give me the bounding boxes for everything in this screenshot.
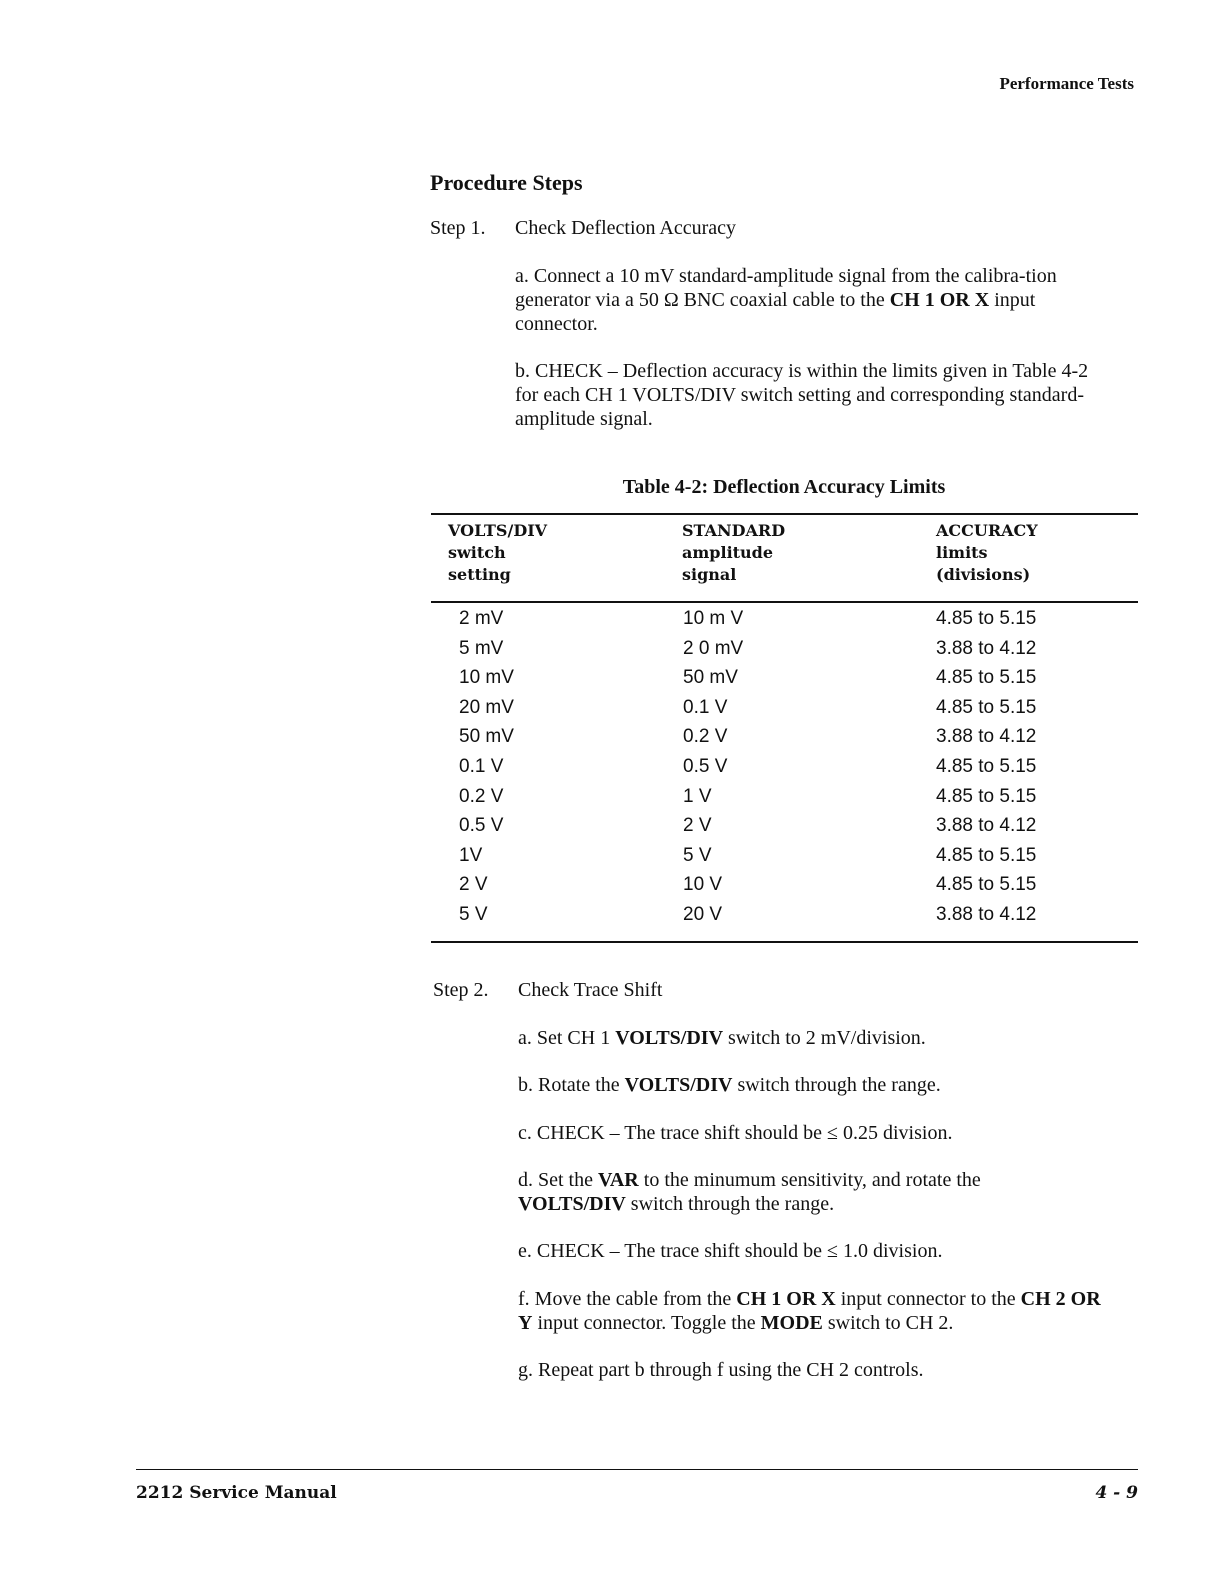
cell-accuracy: 3.88 to 4.12 xyxy=(936,815,1037,837)
step-1-a xyxy=(515,264,1115,336)
header-line: setting xyxy=(448,565,511,584)
table-row xyxy=(431,756,1138,786)
step-2-title: Check Trace Shift xyxy=(518,979,663,1001)
cell-accuracy: 3.88 to 4.12 xyxy=(936,726,1037,748)
cell-accuracy: 4.85 to 5.15 xyxy=(936,785,1037,807)
cell-accuracy: 4.85 to 5.15 xyxy=(936,608,1037,629)
text: switch to CH 2. xyxy=(822,1312,954,1334)
step-2-d xyxy=(518,1168,1078,1216)
text: to the minumum sensitivity, and rotate the xyxy=(638,1169,981,1191)
footer-rule xyxy=(136,1469,1138,1470)
step-2-label: Step 2. xyxy=(433,979,489,1001)
text: d. Set the xyxy=(518,1169,598,1191)
cell-accuracy: 4.85 to 5.15 xyxy=(936,667,1037,689)
cell-accuracy: 3.88 to 4.12 xyxy=(936,903,1037,925)
header-line: ACCURACY xyxy=(936,521,1038,540)
header-line: VOLTS/DIV xyxy=(448,521,548,540)
step-2-a xyxy=(518,1026,1118,1050)
cell-accuracy: 4.85 to 5.15 xyxy=(936,874,1037,896)
footer-page-number: 4 - 9 xyxy=(1095,1483,1138,1503)
cell-standard: 2 V xyxy=(683,815,712,837)
cell-standard: 0.2 V xyxy=(683,726,728,748)
cell-accuracy: 4.85 to 5.15 xyxy=(936,755,1037,777)
text: switch to 2 mV/division. xyxy=(723,1027,926,1049)
text: b. CHECK – Deflection accuracy is within the limits given in Table 4-2 for each CH 1 VOLTS/DIV switch setting and corresponding standard-amplitude signal. xyxy=(515,360,1089,430)
header-volts-div xyxy=(448,520,547,586)
bold-term: VOLTS/DIV xyxy=(518,1193,626,1215)
header-accuracy xyxy=(936,520,1038,586)
header-standard xyxy=(682,520,785,586)
table-row xyxy=(431,726,1138,756)
cell-volts: 0.5 V xyxy=(459,815,504,837)
bold-term: CH 2 OR Y xyxy=(518,1288,1101,1334)
cell-volts: 10 mV xyxy=(459,667,514,689)
step-2 xyxy=(433,979,662,1002)
cell-accuracy: 4.85 to 5.15 xyxy=(936,696,1037,718)
table-top-rule xyxy=(431,513,1138,515)
step-2-e xyxy=(518,1239,1118,1263)
cell-volts: 2 mV xyxy=(459,608,504,629)
table-row xyxy=(431,697,1138,727)
table-bottom-rule xyxy=(431,941,1138,943)
bold-term: MODE xyxy=(760,1312,823,1334)
cell-standard: 1 V xyxy=(683,785,712,807)
cell-volts: 2 V xyxy=(459,874,488,896)
text: switch through the range. xyxy=(625,1193,835,1215)
header-line: signal xyxy=(682,565,737,584)
cell-volts: 50 mV xyxy=(459,726,514,748)
header-line: STANDARD xyxy=(682,521,786,540)
footer-manual-title: 2212 Service Manual xyxy=(136,1483,337,1503)
page-header-title: Performance Tests xyxy=(999,74,1134,93)
cell-standard: 10 V xyxy=(683,874,723,896)
text: a. Connect a 10 mV standard-amplitude signal from the calibra-tion generator via a 50 Ω BNC coaxial cable to the xyxy=(515,265,1057,311)
cell-volts: 5 mV xyxy=(459,637,504,659)
section-heading: Procedure Steps xyxy=(430,170,583,195)
text: b. Rotate the xyxy=(518,1074,625,1096)
cell-standard: 20 V xyxy=(683,903,723,925)
header-line: amplitude xyxy=(682,543,774,562)
bold-term: VAR xyxy=(598,1169,639,1191)
text: f. Move the cable from the xyxy=(518,1288,737,1310)
text: c. CHECK – The trace shift should be ≤ 0.25 division. xyxy=(518,1122,953,1144)
text: switch through the range. xyxy=(732,1074,941,1096)
step-1-title: Check Deflection Accuracy xyxy=(515,217,737,239)
step-2-g xyxy=(518,1358,1118,1382)
header-line: limits xyxy=(936,543,988,562)
table-body xyxy=(431,608,1138,934)
table-row xyxy=(431,904,1138,934)
bold-term: VOLTS/DIV xyxy=(624,1074,733,1096)
cell-volts: 20 mV xyxy=(459,696,514,718)
table-row xyxy=(431,845,1138,875)
header-line: switch xyxy=(448,543,506,562)
table-header-rule xyxy=(431,601,1138,603)
step-1-label: Step 1. xyxy=(430,217,486,239)
bold-term: VOLTS/DIV xyxy=(615,1027,724,1049)
table-row xyxy=(431,786,1138,816)
cell-accuracy: 3.88 to 4.12 xyxy=(936,637,1037,659)
cell-volts: 0.1 V xyxy=(459,755,504,777)
table-caption: Table 4-2: Deflection Accuracy Limits xyxy=(622,476,946,498)
table-row xyxy=(431,874,1138,904)
step-2-c xyxy=(518,1121,1118,1145)
step-1 xyxy=(430,217,736,240)
table-row xyxy=(431,815,1138,845)
text: e. CHECK – The trace shift should be ≤ 1.0 division. xyxy=(518,1240,943,1262)
header-line: (divisions) xyxy=(936,565,1031,584)
bold-term: CH 1 OR X xyxy=(889,289,990,311)
text: input connector. Toggle the xyxy=(532,1312,761,1334)
cell-standard: 50 mV xyxy=(683,667,738,689)
text: input connector. xyxy=(515,289,1036,335)
cell-standard: 0.5 V xyxy=(683,755,728,777)
table-row xyxy=(431,667,1138,697)
cell-standard: 5 V xyxy=(683,844,712,866)
cell-volts: 0.2 V xyxy=(459,785,504,807)
text: input connector to the xyxy=(835,1288,1021,1310)
bold-term: CH 1 OR X xyxy=(736,1288,836,1310)
cell-volts: 5 V xyxy=(459,903,488,925)
table-row xyxy=(431,608,1138,638)
table-row xyxy=(431,638,1138,668)
cell-volts: 1V xyxy=(459,844,483,866)
step-1-b xyxy=(515,359,1115,431)
text: a. Set CH 1 xyxy=(518,1027,616,1049)
cell-standard: 10 m V xyxy=(683,608,744,629)
text: g. Repeat part b through f using the CH 2 controls. xyxy=(518,1359,924,1381)
step-2-f xyxy=(518,1287,1108,1335)
step-2-b xyxy=(518,1073,1118,1097)
cell-accuracy: 4.85 to 5.15 xyxy=(936,844,1037,866)
cell-standard: 2 0 mV xyxy=(683,637,744,659)
cell-standard: 0.1 V xyxy=(683,696,728,718)
